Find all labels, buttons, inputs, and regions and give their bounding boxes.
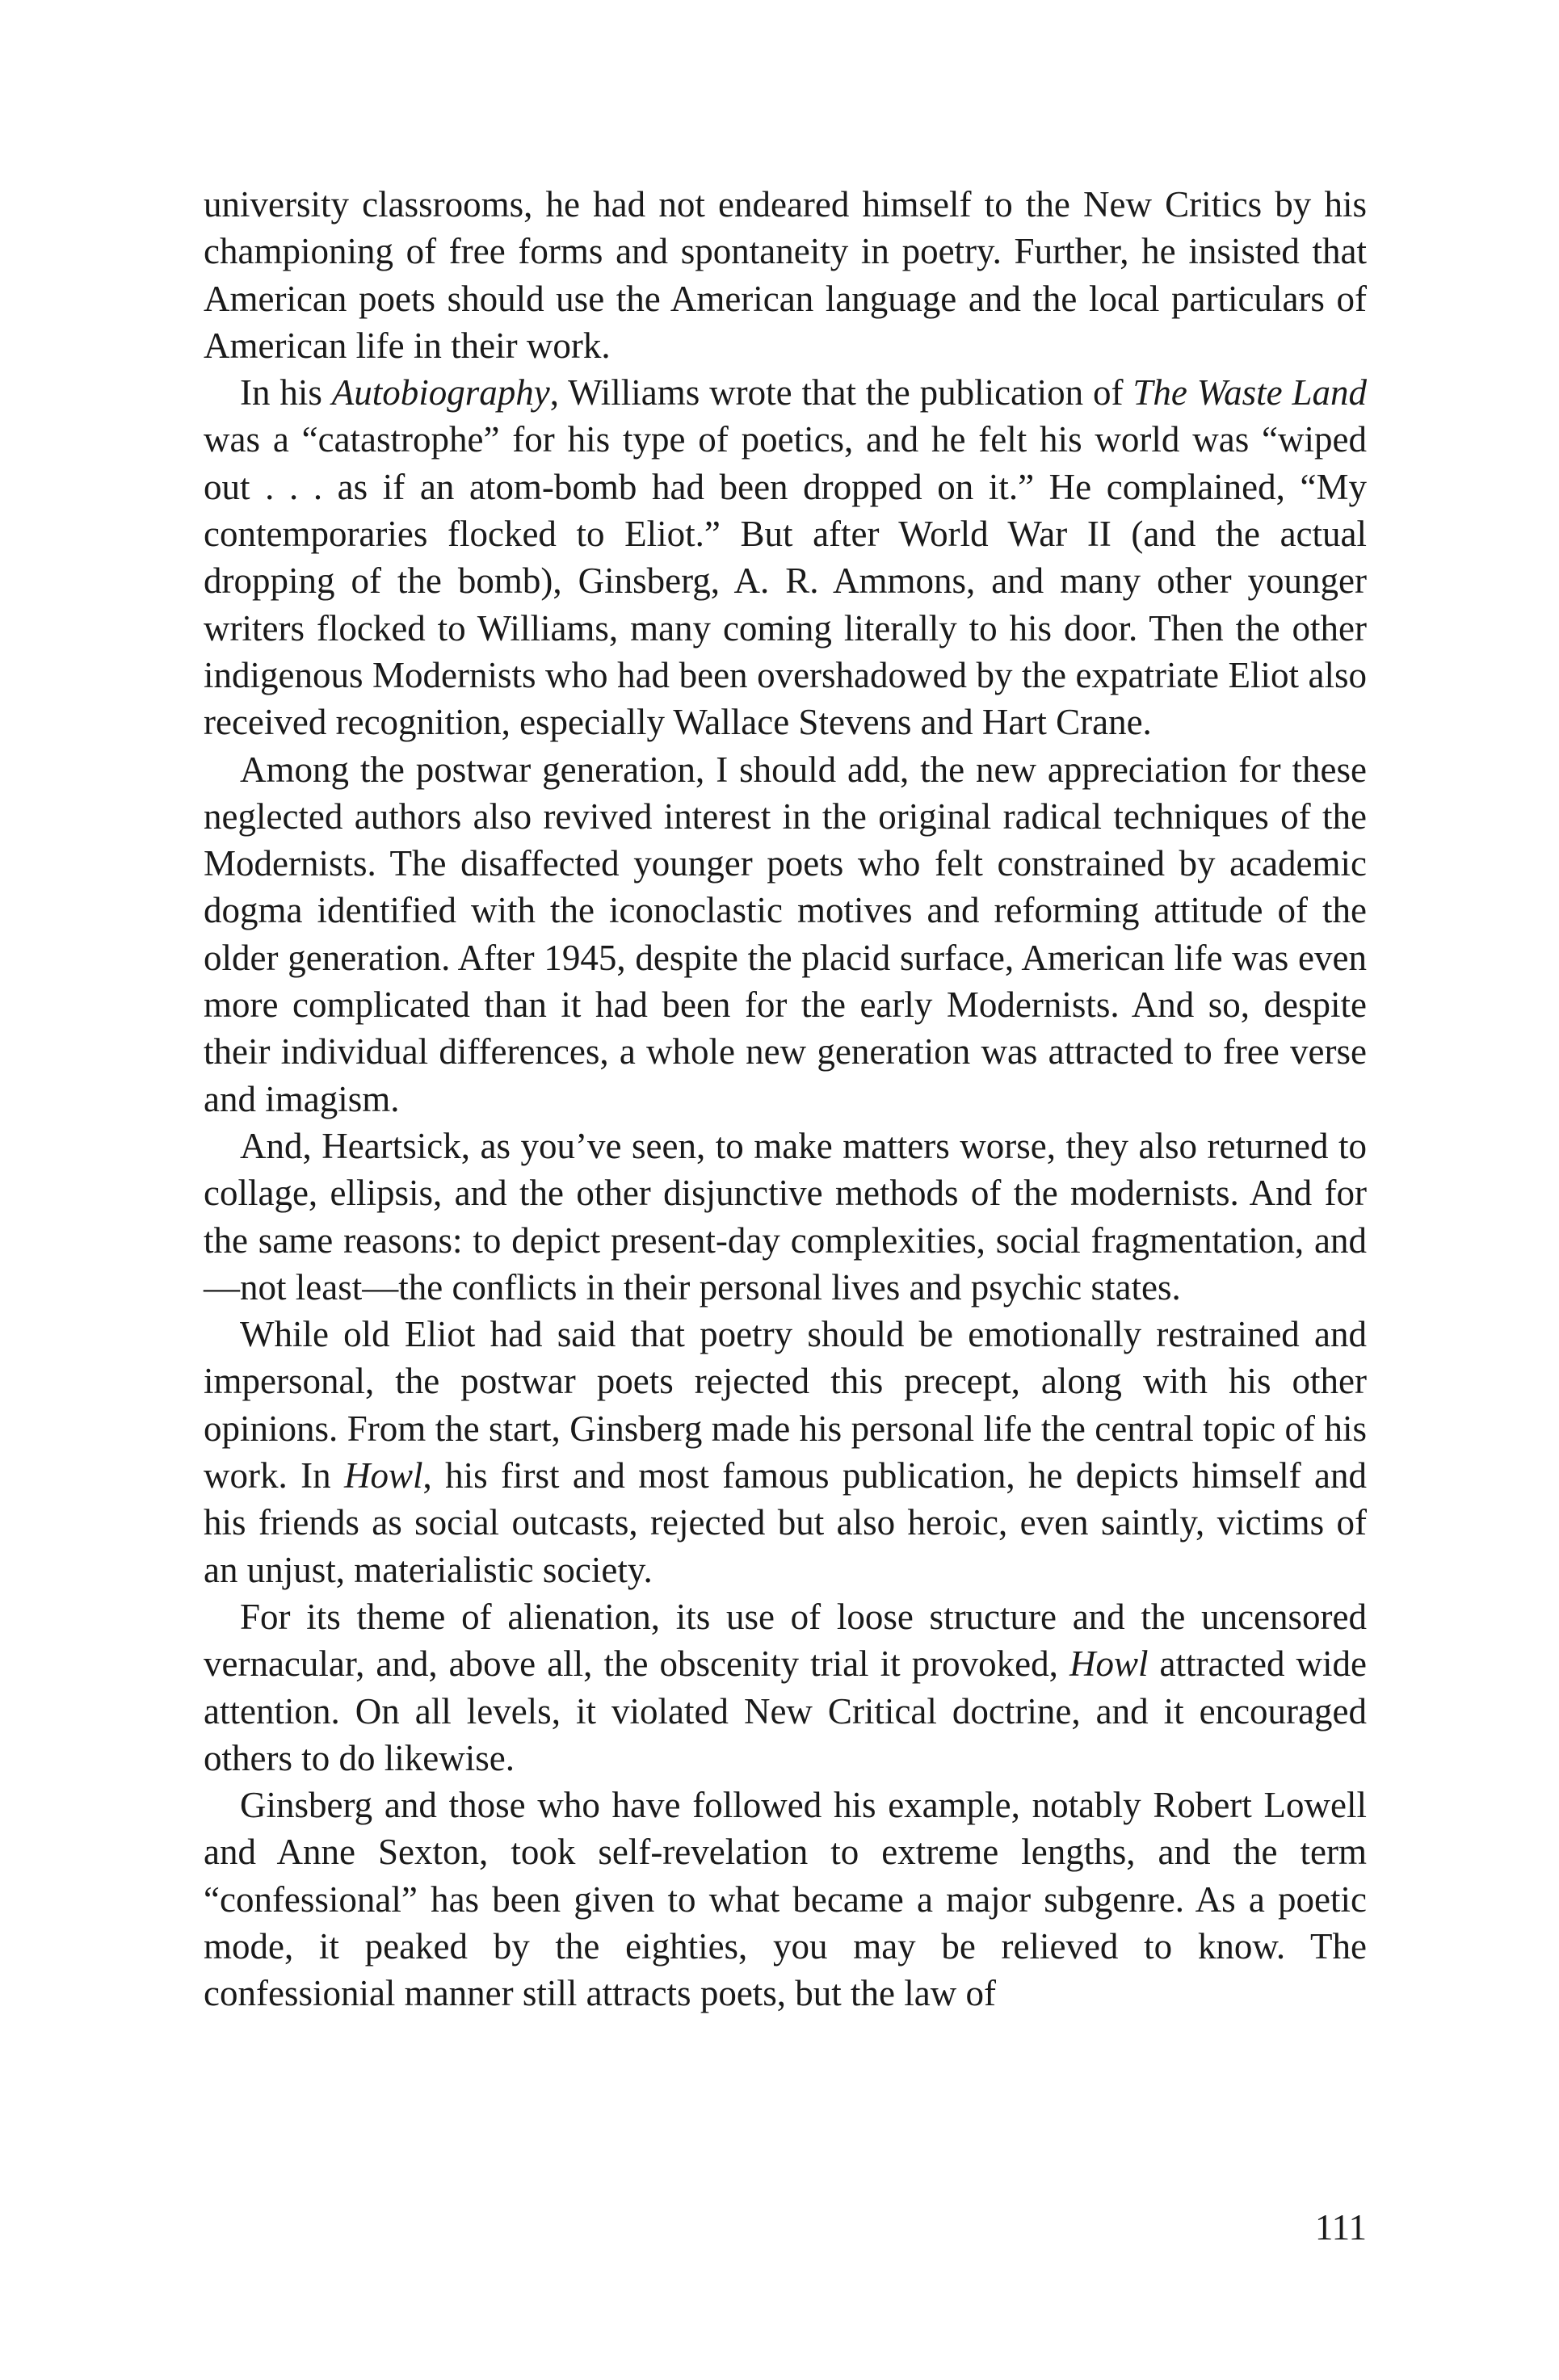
paragraph-5: While old Eliot had said that poetry should be emotionally restrained and impersonal, the postwar poets rejected this precept, along with his other opinions. From the start, Ginsberg made his personal life the central topic of his work. In Howl, his first and most famous publication, he depicts himself and his friends as social outcasts, rejected but also heroic, even saintly, victims of an unjust, materialistic society. (204, 1314, 1368, 1590)
book-title-autobiography: Autobiography (331, 372, 550, 413)
paragraph-4: And, Heartsick, as you’ve seen, to make matters worse, they also returned to collage, ellipsis, and the other disjunctive methods of the modernists. And for the same reasons: to depict present-day complexities, social fragmentation, and—not least—the conflicts in their personal lives and psychic states. (204, 1125, 1367, 1308)
paragraph-1: university classrooms, he had not endeared himself to the New Critics by his championing of free forms and spontaneity in poetry. Further, he insisted that American poets should use the American language and the local particulars of American life in their work. (204, 184, 1367, 366)
page-number: 111 (1314, 2207, 1367, 2248)
book-title-howl: Howl (343, 1455, 423, 1496)
book-title-waste-land: The Waste Land (1132, 372, 1368, 413)
paragraph-3: Among the postwar generation, I should add, the new appreciation for these neglected authors also revived interest in the original radical techniques of the Modernists. The disaffected younger poets who felt constrained by academic dogma identified with the iconoclastic motives and reforming attitude of the older generation. After 1945, despite the placid surface, American life was even more complicated than it had been for the early Modernists. And so, despite their individual differences, a whole new generation was attracted to free verse and imagism. (204, 749, 1367, 1119)
book-title-howl: Howl (1069, 1643, 1149, 1685)
paragraph-6: For its theme of alienation, its use of loose structure and the uncensored vernacular, and, above all, the obscenity trial it provoked, Howl attracted wide attention. On all levels, it violated New Critical doctrine, and it encouraged others to do likewise. (204, 1596, 1367, 1778)
body-text (204, 181, 1367, 2017)
paragraph-7: Ginsberg and those who have followed his example, notably Robert Lowell and Anne Sexton, took self-revelation to extreme lengths, and the term “confessional” has been given to what became a major subgenre. As a poetic mode, it peaked by the eighties, you may be relieved to know. The confessionial manner still attracts poets, but the law of (204, 1785, 1367, 2014)
paragraph-2: In his Autobiography, Williams wrote that the publication of The Waste Land was a “catastrophe” for his type of poetics, and he felt his world was “wiped out . . . as if an atom-bomb had been dropped on it.” He complained, “My contemporaries flocked to Eliot.” But after World War II (and the actual dropping of the bomb), Ginsberg, A. R. Ammons, and many other younger writers flocked to Williams, many coming literally to his door. Then the other indigenous Modernists who had been overshadowed by the expatriate Eliot also received recognition, especially Wallace Stevens and Hart Crane. (204, 372, 1368, 743)
